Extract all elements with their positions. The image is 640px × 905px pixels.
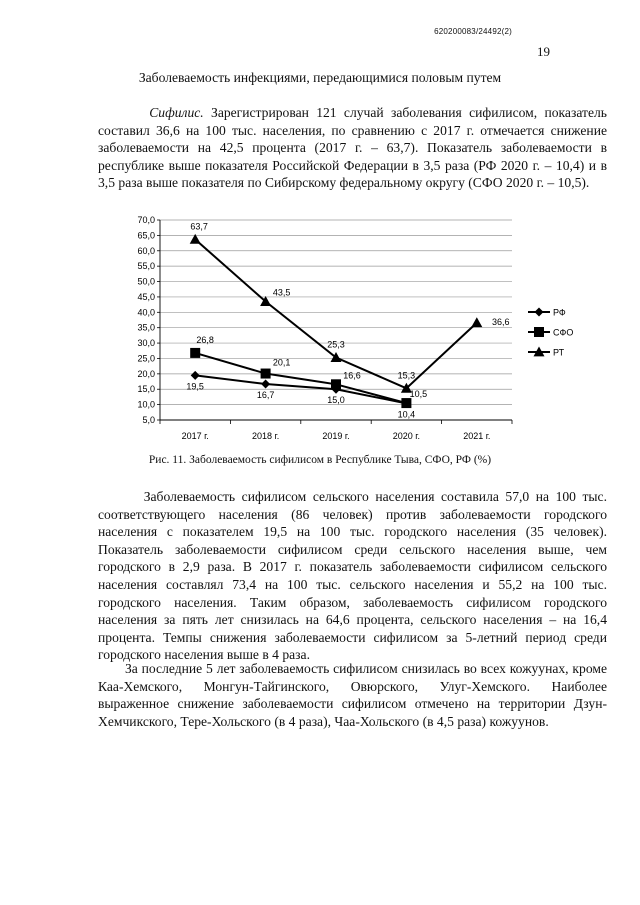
- y-tick-label: 15,0: [137, 384, 155, 395]
- y-tick-label: 65,0: [137, 230, 155, 241]
- data-label: 10,5: [409, 389, 428, 400]
- data-label: 10,4: [397, 409, 416, 420]
- y-tick-label: 5,0: [142, 415, 155, 425]
- y-tick-label: 70,0: [137, 215, 155, 225]
- section-heading: Заболеваемость инфекциями, передающимися половым путем: [138, 70, 502, 85]
- x-tick-label: 2021 г.: [463, 431, 491, 441]
- data-point-square: [190, 348, 200, 358]
- data-point-square: [261, 369, 271, 379]
- paragraph-text: За последние 5 лет заболеваемость сифилисом снизилась во всех кожуунах, кроме Каа-Хемского, Монгун-Тайгинского, Овюрского, Улуг-Хемского. Наиболее выраженное снижение заболеваемости сифилисом отмечено на территории Дзун-Хемчикского, Тере-Хольского (в 4 раза), Чаа-Хольского (в 4,5 раза) кожуунов.: [98, 661, 607, 729]
- x-tick-label: 2020 г.: [392, 431, 421, 441]
- legend-label: РФ: [553, 307, 566, 318]
- document-id: 620200083/24492(2): [434, 27, 512, 36]
- data-label: 16,7: [256, 390, 275, 400]
- data-label: 20,1: [272, 357, 291, 368]
- data-point-square: [534, 327, 544, 337]
- paragraph-text: Зарегистрирован 121 случай заболевания сифилисом, показатель составил 36,6 на 100 тыс. населения, по сравнению с 2017 г. отмечается снижение заболеваемости на 42,5 процента (2017 г. – 63,7). Показатель заболеваемости в республике выше показателя Российской Федерации в 3,5 раза (РФ 2020 г. – 10,4) и в 3,5 раза выше показателя по Сибирскому федеральному округу (СФО 2020 г. – 10,5).: [98, 105, 607, 191]
- y-tick-label: 30,0: [137, 338, 155, 349]
- paragraph-text: Заболеваемость сифилисом сельского населения составила 57,0 на 100 тыс. соответствующего населения (86 человек) против заболеваемости городского населения с показателем 19,5 на 100 тыс. городского населения (35 человек). Показатель заболеваемости сифилисом среди сельского населения выше, чем городского в 2,9 раза. В 2017 г. показатель заболеваемости сифилисом сельского населения составлял 73,4 на 100 тыс. сельского населения и 55,2 на 100 тыс. городского населения. Таким образом, заболеваемость сифилисом городского населения за пять лет снизилась на 64,6 процента, сельского населения – на 16,4 процента. Темпы снижения заболеваемости сифилисом за 5-летний период среди городского населения выше в 4 раза.: [98, 489, 607, 663]
- data-label: 16,6: [343, 370, 361, 381]
- data-label: 26,8: [196, 334, 214, 345]
- paragraph-rural-urban: [98, 488, 607, 664]
- data-point-triangle: [471, 317, 482, 327]
- chart-legend: [528, 308, 573, 358]
- data-label: 43,5: [272, 287, 291, 298]
- y-tick-label: 10,0: [137, 399, 155, 410]
- data-label: 15,3: [397, 370, 416, 381]
- data-label: 15,0: [327, 395, 345, 406]
- page-number: 19: [537, 44, 550, 59]
- data-point-square: [401, 398, 411, 408]
- data-point-square: [331, 379, 341, 389]
- data-point-diamond: [191, 371, 200, 380]
- legend-label: СФО: [553, 327, 574, 338]
- figure-caption: Рис. 11. Заболеваемость сифилисом в Республике Тыва, СФО, РФ (%): [148, 454, 492, 466]
- legend-label: РТ: [553, 347, 565, 358]
- paragraph-districts: [98, 660, 607, 730]
- y-tick-label: 45,0: [137, 291, 155, 302]
- y-tick-label: 60,0: [137, 245, 155, 256]
- series-line: [195, 353, 406, 406]
- paragraph-syphilis-intro: [98, 104, 607, 192]
- y-tick-label: 20,0: [137, 368, 155, 379]
- data-label: 36,6: [492, 316, 510, 327]
- y-tick-label: 40,0: [137, 307, 155, 318]
- x-tick-label: 2017 г.: [181, 431, 209, 441]
- data-point-diamond: [261, 380, 270, 389]
- y-tick-label: 25,0: [137, 353, 155, 364]
- data-label: 19,5: [186, 381, 204, 392]
- x-tick-label: 2018 г.: [251, 431, 280, 441]
- chart-series: [190, 234, 483, 408]
- x-tick-label: 2019 г.: [322, 431, 350, 441]
- data-point-diamond: [535, 308, 544, 317]
- y-tick-label: 50,0: [137, 276, 155, 287]
- y-tick-label: 55,0: [137, 261, 155, 272]
- syphilis-incidence-chart: [130, 208, 580, 448]
- data-label: 25,3: [327, 339, 345, 350]
- y-tick-label: 35,0: [137, 322, 155, 333]
- paragraph-lead: Сифилис.: [149, 105, 204, 120]
- data-label: 63,7: [190, 221, 208, 232]
